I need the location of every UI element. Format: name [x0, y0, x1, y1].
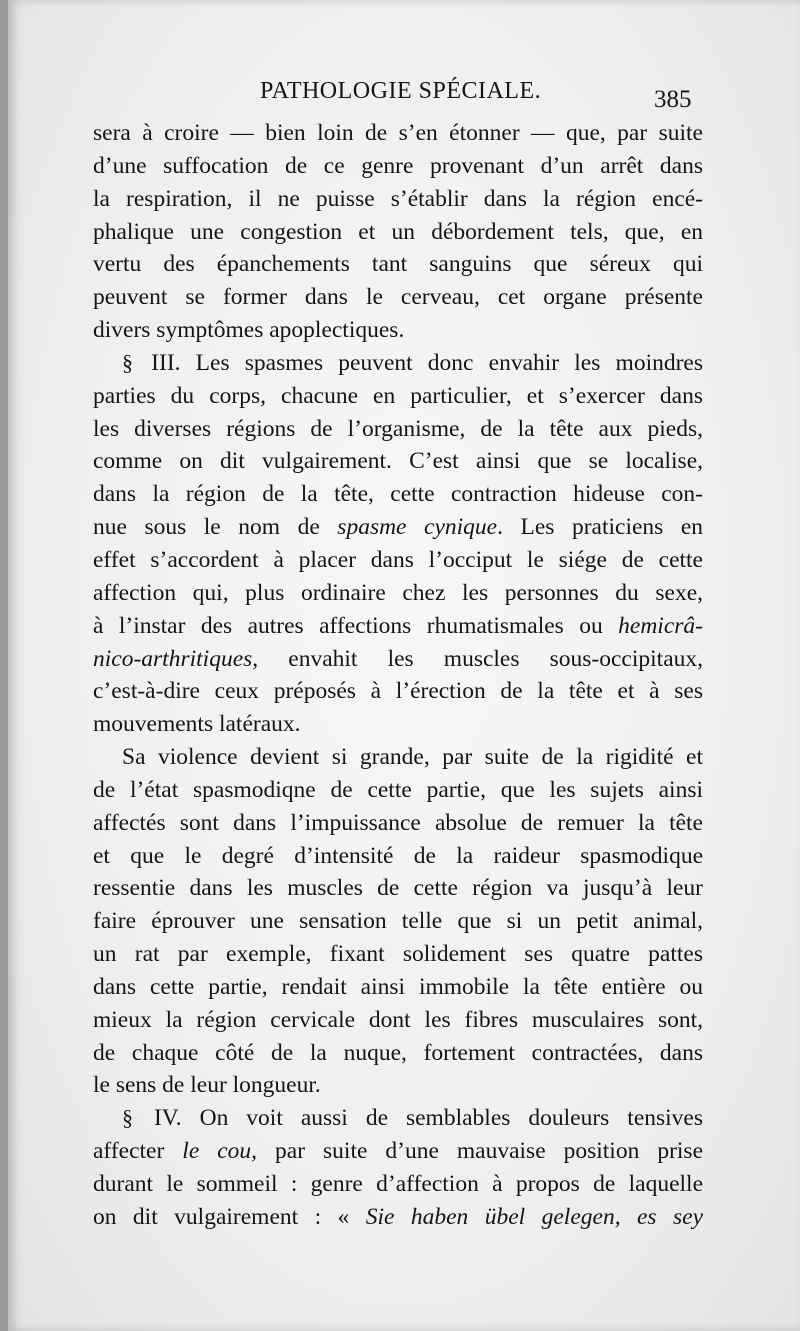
- italic-quote: Sie haben übel gelegen, es sey: [365, 1203, 704, 1230]
- italic-term: nico-arthritiques,: [93, 645, 259, 672]
- text-line: et que le degré d’intensité de la raideur spasmodique: [93, 842, 703, 869]
- text-line: peuvent se former dans le cerveau, cet organe présente: [93, 284, 703, 311]
- section-line: § III. Les spasmes peuvent donc envahir les moindres: [93, 347, 703, 380]
- running-header: [8, 78, 800, 114]
- text-line: nue sous le nom de spasme cynique. Les praticiens en: [93, 514, 704, 541]
- text-line: affectés sont dans l’impuissance absolue de remuer la tête: [93, 809, 703, 836]
- text-line: affecter le cou, par suite d’une mauvaise position prise: [93, 1138, 703, 1165]
- book-page: [8, 0, 800, 1331]
- text-line: on dit vulgairement : « Sie haben übel gelegen, es sey: [93, 1203, 704, 1230]
- text-line: de l’état spasmodiqne de cette partie, que les sujets ainsi: [93, 776, 703, 803]
- text-line: faire éprouver une sensation telle que si un petit animal,: [93, 908, 703, 935]
- italic-term: le cou,: [182, 1138, 258, 1165]
- text-line: ressentie dans les muscles de cette région va jusqu’à leur: [93, 875, 703, 902]
- text-line: de chaque côté de la nuque, fortement contractées, dans: [93, 1039, 703, 1066]
- text-line: mouvements latéraux.: [93, 711, 301, 738]
- text-line: d’une suffocation de ce genre provenant d’un arrêt dans: [93, 152, 703, 179]
- section-mark: §: [122, 349, 133, 375]
- text-line: la respiration, il ne puisse s’établir dans la région encé-: [93, 185, 703, 212]
- text-line: durant le sommeil : genre d’affection à propos de laquelle: [93, 1171, 703, 1197]
- text-line: sera à croire — bien loin de s’en étonner — que, par suite: [93, 120, 703, 146]
- text-line: le sens de leur longueur.: [93, 1072, 321, 1099]
- text-line: divers symptômes apoplectiques.: [93, 317, 405, 344]
- section-mark: §: [122, 1105, 133, 1131]
- text-line: nico-arthritiques, envahit les muscles sous-occipitaux,: [93, 645, 703, 672]
- body-text: [93, 117, 703, 1234]
- text-line: un rat par exemple, fixant solidement ses quatre pattes: [93, 941, 703, 968]
- text-line: effet s’accordent à placer dans l’occiput le siége de cette: [93, 546, 703, 573]
- text-line: phalique une congestion et un débordement tels, que, en: [93, 218, 703, 245]
- section-line: § IV. On voit aussi de semblables douleurs tensives: [93, 1102, 703, 1135]
- text-line: les diverses régions de l’organisme, de la tête aux pieds,: [93, 415, 703, 442]
- text-line: à l’instar des autres affections rhumatismales ou hemicrâ-: [93, 612, 703, 639]
- text-line: c’est-à-dire ceux préposés à l’érection de la tête et à ses: [93, 678, 703, 705]
- page-number: 385: [654, 86, 692, 113]
- running-title: PATHOLOGIE SPÉCIALE.: [260, 78, 542, 104]
- text-line: comme on dit vulgairement. C’est ainsi que se localise,: [93, 448, 703, 475]
- text-line: vertu des épanchements tant sanguins que séreux qui: [93, 251, 703, 278]
- text-line: affection qui, plus ordinaire chez les personnes du sexe,: [93, 579, 703, 606]
- text-line: parties du corps, chacune en particulier, et s’exercer dans: [93, 382, 703, 409]
- italic-term: spasme cynique: [337, 514, 498, 541]
- italic-term: hemicrâ-: [618, 612, 703, 639]
- text-line: Sa violence devient si grande, par suite de la rigidité et: [122, 744, 703, 771]
- text-line: dans cette partie, rendait ainsi immobile la tête entière ou: [93, 973, 703, 1000]
- text-line: dans la région de la tête, cette contraction hideuse con-: [93, 481, 703, 508]
- text-line: mieux la région cervicale dont les fibres musculaires sont,: [93, 1006, 703, 1033]
